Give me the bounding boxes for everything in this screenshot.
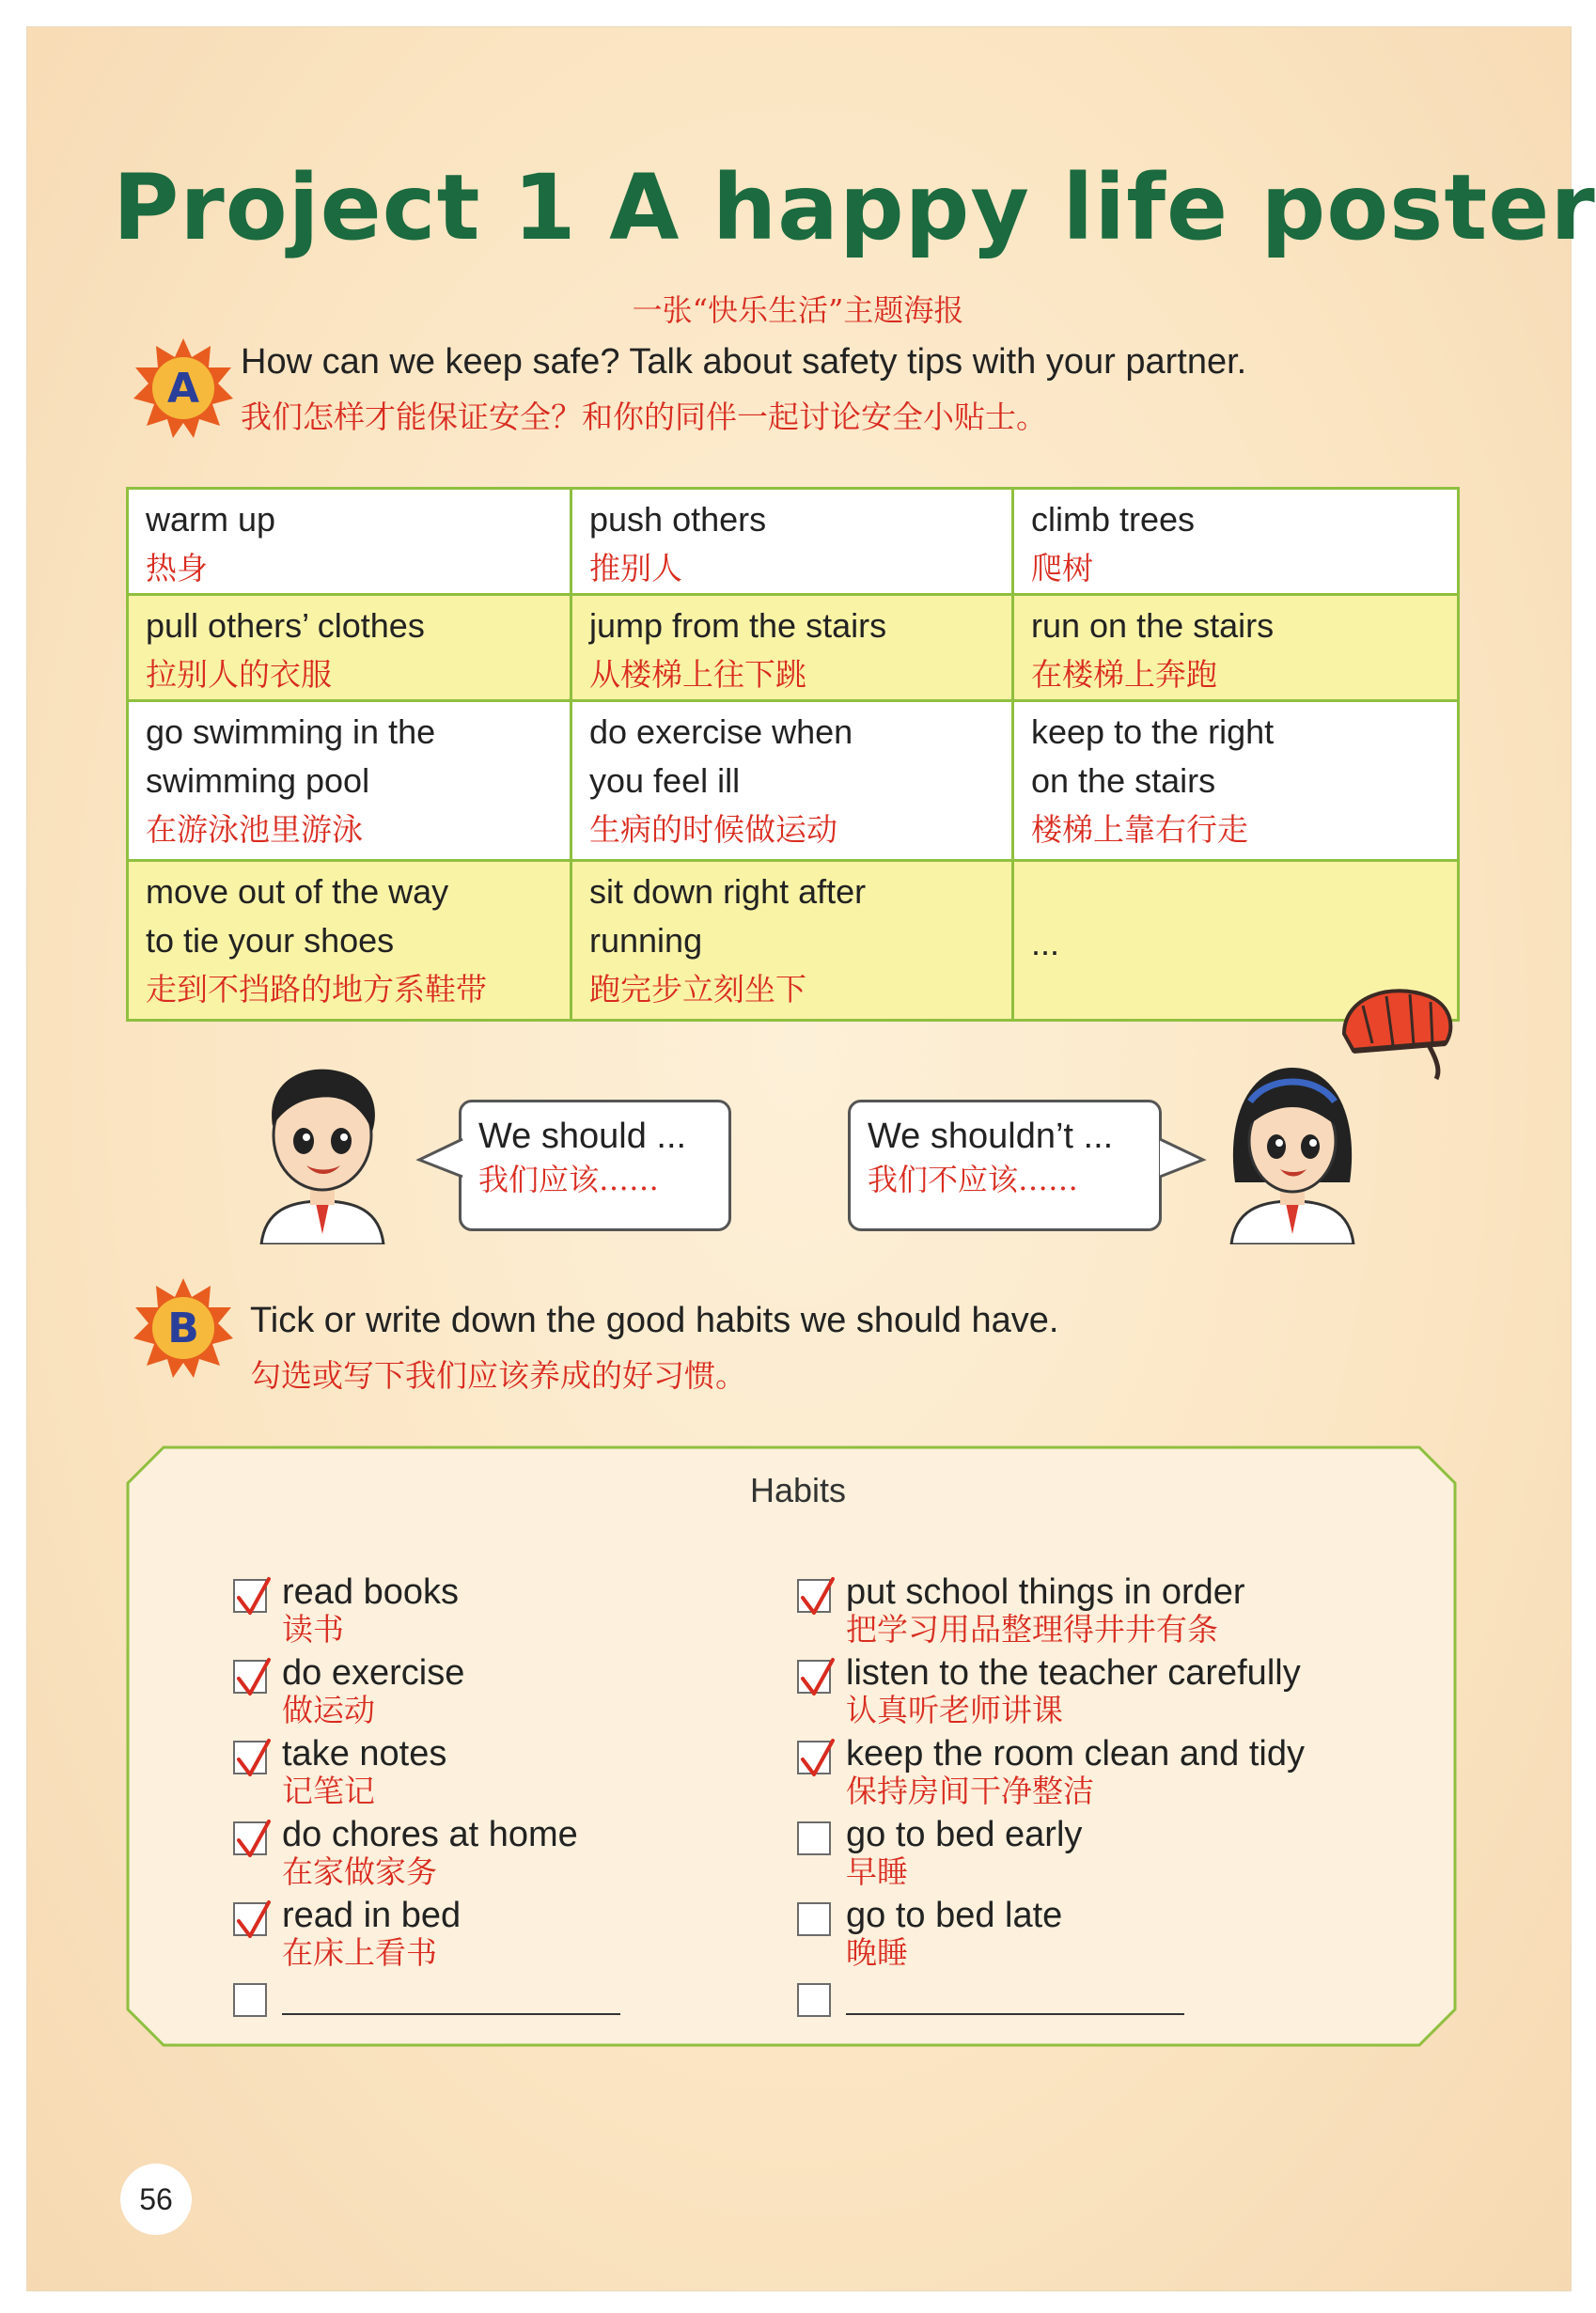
table-cell: pull others’ clothes 拉别人的衣服 (128, 595, 571, 701)
table-cell: keep to the right on the stairs 楼梯上靠右行走 (1013, 701, 1459, 861)
habit-checkbox[interactable] (797, 1902, 831, 1936)
section-b-instruction-zh: 勾选或写下我们应该养成的好习惯。 (250, 1357, 746, 1394)
section-b-badge (132, 1276, 235, 1380)
habit-label-zh: 早睡 (846, 1853, 908, 1890)
table-cell: do exercise when you feel ill 生病的时候做运动 (571, 701, 1013, 861)
speech-bubble-should: We should ... 我们应该…… (459, 1100, 731, 1231)
checkmark-icon (797, 1737, 837, 1780)
bubble-tail (1158, 1135, 1207, 1182)
habit-label-zh: 把学习用品整理得井井有条 (846, 1611, 1218, 1648)
habit-checkbox[interactable] (797, 1579, 831, 1613)
checkmark-icon (233, 1737, 273, 1780)
habit-label: do exercise (282, 1653, 465, 1693)
table-cell: run on the stairs 在楼梯上奔跑 (1013, 595, 1459, 701)
safety-tips-table (126, 487, 1460, 1022)
speech-bubble-shouldnt: We shouldn’t ... 我们不应该…… (848, 1100, 1162, 1231)
write-in-line[interactable] (846, 2013, 1184, 2015)
checkmark-icon (233, 1575, 273, 1618)
table-cell: move out of the way to tie your shoes 走到不挡路的地方系鞋带 (128, 861, 571, 1021)
habit-checkbox[interactable] (233, 1741, 267, 1774)
section-a-instruction: How can we keep safe? Talk about safety tips with your partner. (241, 342, 1247, 382)
checkmark-icon (797, 1656, 837, 1699)
habit-label: take notes (282, 1734, 447, 1774)
bubble-tail (415, 1135, 464, 1182)
svg-text:A: A (166, 365, 200, 413)
boy-illustration (252, 1060, 393, 1244)
table-row (128, 595, 1459, 701)
checkmark-icon (233, 1656, 273, 1699)
table-cell: warm up 热身 (128, 489, 571, 595)
checkmark-icon (233, 1899, 273, 1942)
table-row (128, 861, 1459, 1021)
habit-label-zh: 记笔记 (282, 1773, 375, 1809)
table-cell-more: ... (1013, 861, 1459, 1021)
habit-label: read in bed (282, 1896, 462, 1935)
table-cell: go swimming in the swimming pool 在游泳池里游泳 (128, 701, 571, 861)
habit-label-zh: 做运动 (282, 1692, 375, 1728)
habit-label-zh: 在床上看书 (282, 1934, 437, 1971)
habit-label: go to bed early (846, 1815, 1083, 1854)
page-subtitle: 一张“快乐生活”主题海报 (632, 292, 964, 328)
habits-title: Habits (749, 1471, 847, 1509)
habit-checkbox[interactable] (797, 1821, 831, 1855)
habit-label: go to bed late (846, 1896, 1063, 1935)
section-a-instruction-zh: 我们怎样才能保证安全？和你的同伴一起讨论安全小贴士。 (241, 399, 1047, 435)
sun-badge-icon (132, 336, 235, 440)
habit-checkbox[interactable] (797, 1741, 831, 1774)
section-a-badge (132, 336, 235, 440)
habit-label: read books (282, 1572, 460, 1612)
habit-checkbox[interactable] (797, 1660, 831, 1694)
checkmark-icon (233, 1818, 273, 1861)
habit-label: put school things in order (846, 1572, 1245, 1612)
sun-badge-icon (132, 1276, 235, 1380)
habit-label: do chores at home (282, 1815, 578, 1854)
table-cell: sit down right after running 跑完步立刻坐下 (571, 861, 1013, 1021)
habit-checkbox[interactable] (233, 1902, 267, 1936)
habit-label: keep the room clean and tidy (846, 1734, 1305, 1774)
habit-checkbox[interactable] (233, 1821, 267, 1855)
section-b-instruction: Tick or write down the good habits we should have. (250, 1301, 1059, 1340)
habit-label-zh: 保持房间干净整洁 (846, 1773, 1094, 1809)
habit-label-zh: 在家做家务 (282, 1853, 437, 1890)
habit-checkbox[interactable] (233, 1660, 267, 1694)
page-number: 56 (120, 2164, 192, 2235)
habit-label: listen to the teacher carefully (846, 1653, 1301, 1693)
habit-label-zh: 晚睡 (846, 1934, 908, 1971)
habit-label-zh: 认真听老师讲课 (846, 1692, 1063, 1728)
girl-illustration (1222, 1060, 1363, 1244)
habit-checkbox[interactable] (233, 1983, 267, 2017)
table-row (128, 701, 1459, 861)
page-title: Project 1 A happy life poster (113, 155, 1596, 260)
habit-checkbox[interactable] (797, 1983, 831, 2017)
table-cell: climb trees 爬树 (1013, 489, 1459, 595)
table-row (128, 489, 1459, 595)
table-cell: push others 推别人 (571, 489, 1013, 595)
habit-label-zh: 读书 (282, 1611, 344, 1648)
checkmark-icon (797, 1575, 837, 1618)
habit-checkbox[interactable] (233, 1579, 267, 1613)
svg-text:B: B (167, 1305, 199, 1352)
table-cell: jump from the stairs 从楼梯上往下跳 (571, 595, 1013, 701)
write-in-line[interactable] (282, 2013, 620, 2015)
